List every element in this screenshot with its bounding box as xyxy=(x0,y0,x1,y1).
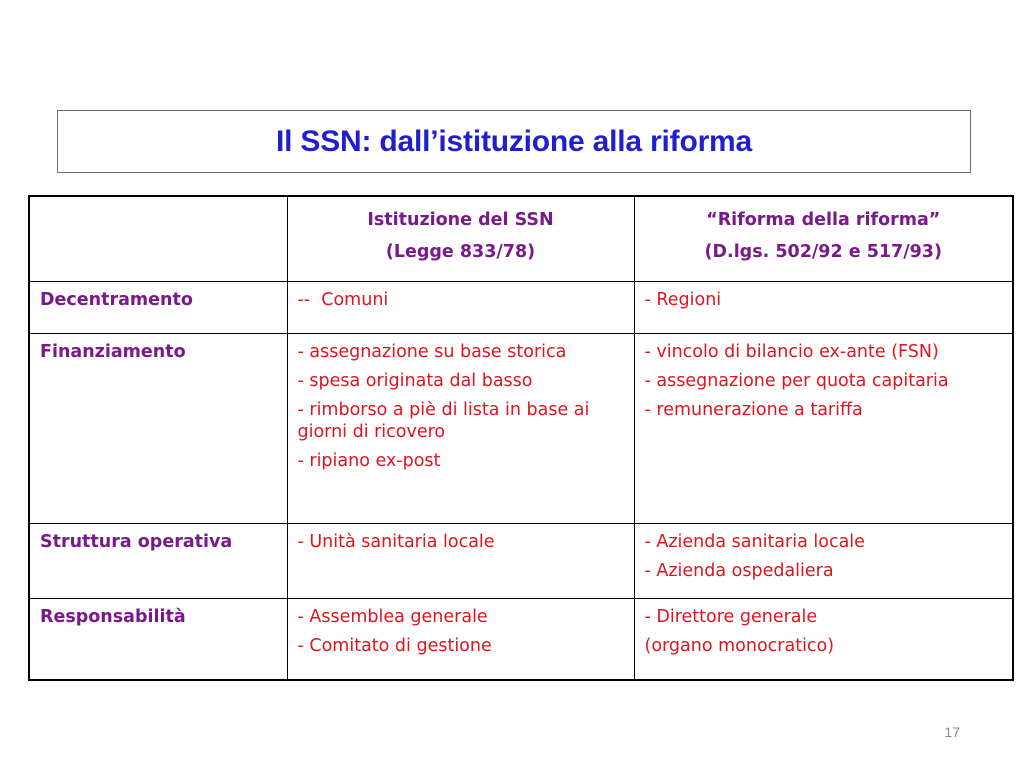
list-item: - vincolo di bilancio ex-ante (FSN) xyxy=(644,341,939,362)
header-istituzione xyxy=(287,196,634,281)
cell-finanziamento-riforma xyxy=(634,333,1013,523)
list-item: - Regioni xyxy=(644,289,722,310)
list-item: - Comitato di gestione xyxy=(297,635,492,656)
page-number: 17 xyxy=(944,724,960,740)
table-header-row xyxy=(29,196,1013,281)
list-item: - spesa originata dal basso xyxy=(297,370,533,391)
list-item: -- Comuni xyxy=(297,289,389,310)
cell-decentramento-istituzione xyxy=(287,281,634,333)
table-row xyxy=(29,523,1013,598)
table-row xyxy=(29,333,1013,523)
header-riforma xyxy=(634,196,1013,281)
title-box xyxy=(57,110,971,173)
header-istituzione-law: (Legge 833/78) xyxy=(385,242,536,262)
comparison-table xyxy=(28,195,1014,681)
row-label-responsabilita: Responsabilità xyxy=(29,598,287,680)
slide-title: Il SSN: dall’istituzione alla riforma xyxy=(275,124,753,158)
row-label-finanziamento: Finanziamento xyxy=(29,333,287,523)
cell-responsabilita-riforma xyxy=(634,598,1013,680)
list-item: - ripiano ex-post xyxy=(297,450,441,471)
list-item: - Azienda ospedaliera xyxy=(644,560,834,581)
cell-decentramento-riforma xyxy=(634,281,1013,333)
cell-struttura-istituzione xyxy=(287,523,634,598)
list-item: - Direttore generale xyxy=(644,606,818,627)
list-item: - Unità sanitaria locale xyxy=(297,531,495,552)
list-item: (organo monocratico) xyxy=(644,635,835,656)
cell-struttura-riforma xyxy=(634,523,1013,598)
list-item: - Assemblea generale xyxy=(297,606,488,627)
row-label-decentramento: Decentramento xyxy=(29,281,287,333)
cell-finanziamento-istituzione xyxy=(287,333,634,523)
list-item: - rimborso a piè di lista in base ai giorni di ricovero xyxy=(297,399,590,442)
list-item: - assegnazione su base storica xyxy=(297,341,567,362)
header-istituzione-title: Istituzione del SSN xyxy=(367,210,554,230)
row-label-struttura-operativa: Struttura operativa xyxy=(29,523,287,598)
header-empty-cell xyxy=(29,196,287,281)
list-item: - assegnazione per quota capitaria xyxy=(644,370,949,391)
list-item: - Azienda sanitaria locale xyxy=(644,531,865,552)
table-row xyxy=(29,281,1013,333)
header-riforma-law: (D.lgs. 502/92 e 517/93) xyxy=(704,242,942,262)
cell-responsabilita-istituzione xyxy=(287,598,634,680)
table-row xyxy=(29,598,1013,680)
list-item: - remunerazione a tariffa xyxy=(644,399,863,420)
header-riforma-title: “Riforma della riforma” xyxy=(706,210,941,230)
